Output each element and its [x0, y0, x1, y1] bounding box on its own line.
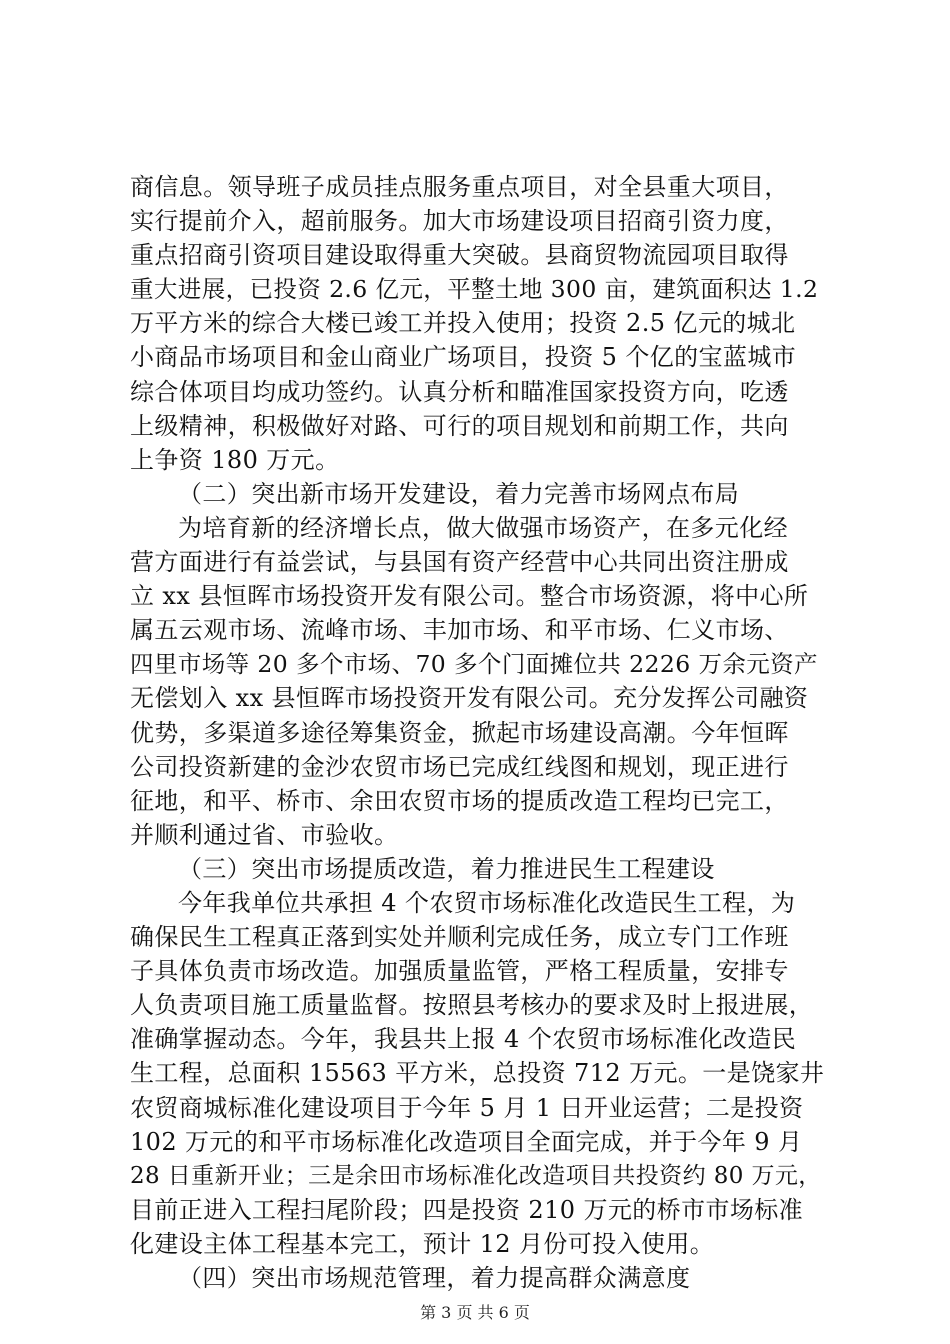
body-line: 立 xx 县恒晖市场投资开发有限公司。整合市场资源，将中心所: [130, 582, 809, 611]
body-line: 上级精神，积极做好对路、可行的项目规划和前期工作，共向: [130, 411, 789, 440]
body-line: 上争资 180 万元。: [130, 445, 340, 474]
body-line: 确保民生工程真正落到实处并顺利完成任务，成立专门工作班: [130, 923, 789, 952]
body-line: 小商品市场项目和金山商业广场项目，投资 5 个亿的宝蓝城市: [130, 343, 797, 372]
body-line: 实行提前介入，超前服务。加大市场建设项目招商引资力度，: [130, 207, 789, 236]
body-line: 综合体项目均成功签约。认真分析和瞄准国家投资方向，吃透: [130, 377, 789, 406]
body-line: 并顺利通过省、市验收。: [130, 820, 399, 849]
section-heading: （四）突出市场规范管理，着力提高群众满意度: [178, 1264, 691, 1292]
body-line: 准确掌握动态。今年，我县共上报 4 个农贸市场标准化改造民: [130, 1025, 797, 1054]
body-line: 农贸商城标准化建设项目于今年 5 月 1 日开业运营；二是投资: [130, 1093, 804, 1122]
body-line: 属五云观市场、流峰市场、丰加市场、和平市场、仁义市场、: [130, 616, 789, 645]
body-line: 28 日重新开业；三是余田市场标准化改造项目共投资约 80 万元，: [130, 1162, 822, 1189]
body-line: 子具体负责市场改造。加强质量监管，严格工程质量，安排专: [130, 957, 789, 986]
body-line: 102 万元的和平市场标准化改造项目全面完成，并于今年 9 月: [130, 1127, 803, 1156]
section-heading: （二）突出新市场开发建设，着力完善市场网点布局: [178, 479, 740, 508]
body-line: 优势，多渠道多途径筹集资金，掀起市场建设高潮。今年恒晖: [130, 718, 789, 747]
body-line: 营方面进行有益尝试，与县国有资产经营中心共同出资注册成: [130, 548, 789, 577]
paragraph-first-line: 今年我单位共承担 4 个农贸市场标准化改造民生工程，为: [178, 888, 796, 917]
page-number-footer: 第 3 页 共 6 页: [420, 1303, 530, 1322]
body-line: 万平方米的综合大楼已竣工并投入使用；投资 2.5 亿元的城北: [130, 309, 796, 338]
paragraph-first-line: 为培育新的经济增长点，做大做强市场资产，在多元化经: [178, 513, 788, 542]
body-line: 重大进展，已投资 2.6 亿元，平整土地 300 亩，建筑面积达 1.2: [130, 275, 819, 304]
body-line: 征地，和平、桥市、余田农贸市场的提质改造工程均已完工，: [130, 786, 789, 815]
body-line: 商信息。领导班子成员挂点服务重点项目，对全县重大项目，: [130, 173, 789, 201]
section-heading: （三）突出市场提质改造，着力推进民生工程建设: [178, 854, 715, 883]
body-line: 四里市场等 20 多个市场、70 多个门面摊位共 2226 万余元资产: [130, 650, 818, 679]
document-body: [130, 170, 830, 1295]
body-line: 重点招商引资项目建设取得重大突破。县商贸物流园项目取得: [130, 241, 789, 270]
body-line: 人负责项目施工质量监督。按照县考核办的要求及时上报进展，: [130, 991, 814, 1020]
body-line: 目前正进入工程扫尾阶段；四是投资 210 万元的桥市市场标准: [130, 1195, 804, 1224]
body-line: 生工程，总面积 15563 平方米，总投资 712 万元。一是饶家井: [130, 1059, 825, 1088]
body-line: 公司投资新建的金沙农贸市场已完成红线图和规划，现正进行: [130, 752, 789, 781]
body-line: 化建设主体工程基本完工，预计 12 月份可投入使用。: [130, 1229, 715, 1258]
body-line: 无偿划入 xx 县恒晖市场投资开发有限公司。充分发挥公司融资: [130, 684, 809, 713]
